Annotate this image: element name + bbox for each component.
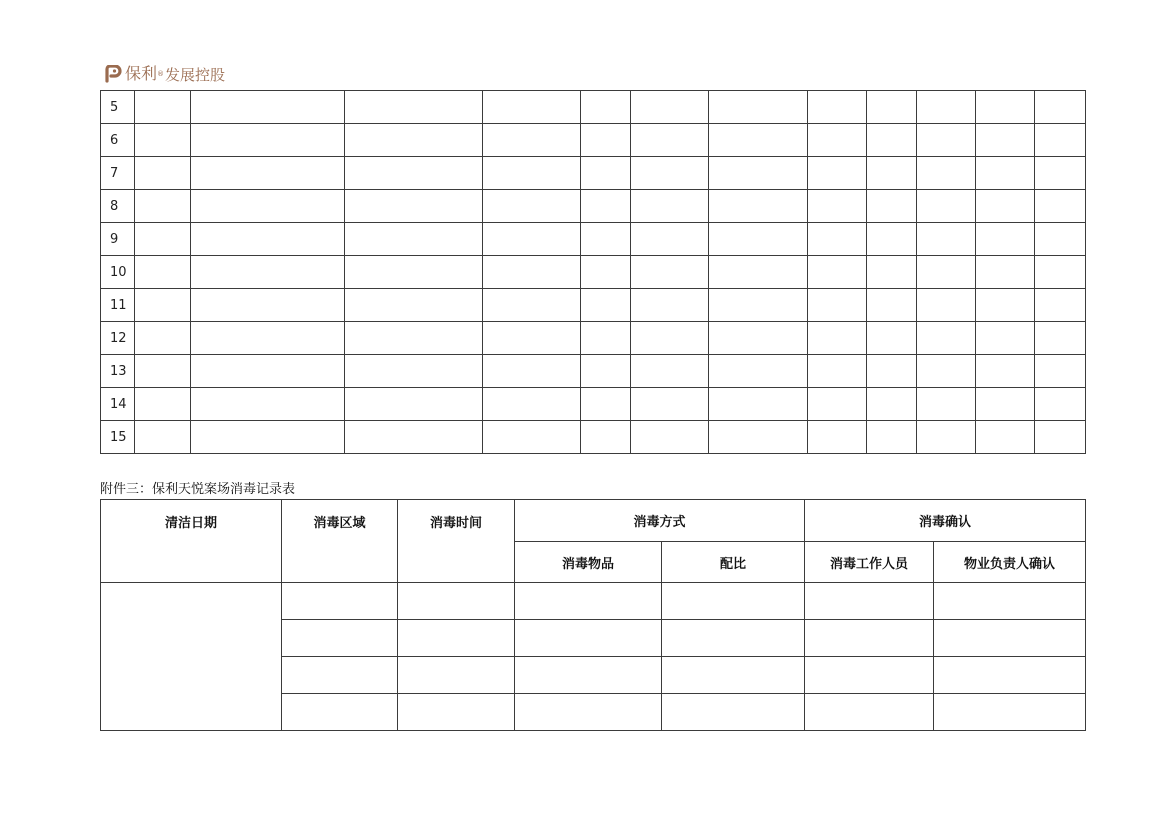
record-cell[interactable] — [709, 223, 808, 256]
manager-cell[interactable] — [934, 583, 1086, 620]
record-cell[interactable] — [135, 355, 191, 388]
record-cell[interactable] — [808, 124, 867, 157]
record-cell[interactable] — [135, 91, 191, 124]
items-cell[interactable] — [515, 583, 662, 620]
record-cell[interactable] — [709, 256, 808, 289]
row-number: 8 — [101, 190, 135, 223]
record-cell[interactable] — [917, 256, 976, 289]
record-cell[interactable] — [709, 421, 808, 454]
table-row — [101, 91, 1086, 124]
table-row — [101, 124, 1086, 157]
table-row — [101, 421, 1086, 454]
record-cell[interactable] — [581, 289, 631, 322]
record-cell[interactable] — [709, 190, 808, 223]
record-cell[interactable] — [867, 322, 917, 355]
record-cell[interactable] — [191, 355, 345, 388]
table-row — [101, 322, 1086, 355]
record-cell[interactable] — [709, 157, 808, 190]
record-cell[interactable] — [581, 421, 631, 454]
record-cell[interactable] — [709, 91, 808, 124]
record-cell[interactable] — [345, 388, 483, 421]
table-row — [101, 289, 1086, 322]
record-cell[interactable] — [581, 190, 631, 223]
record-cell[interactable] — [709, 355, 808, 388]
record-cell[interactable] — [976, 124, 1035, 157]
area-cell[interactable] — [282, 657, 398, 694]
disinfection-record-table — [100, 499, 1086, 731]
record-cell[interactable] — [483, 223, 581, 256]
record-cell[interactable] — [917, 355, 976, 388]
table-row — [101, 157, 1086, 190]
ratio-cell[interactable] — [662, 620, 805, 657]
row-number: 13 — [101, 355, 135, 388]
record-cell[interactable] — [631, 190, 709, 223]
record-cell[interactable] — [191, 421, 345, 454]
header-disinfection-method: 消毒方式 — [515, 500, 805, 542]
record-cell[interactable] — [581, 388, 631, 421]
table-row — [101, 190, 1086, 223]
record-cell[interactable] — [483, 421, 581, 454]
record-cell[interactable] — [581, 322, 631, 355]
header-disinfection-items: 消毒物品 — [515, 542, 662, 583]
record-cell[interactable] — [191, 289, 345, 322]
table-row — [101, 256, 1086, 289]
record-cell[interactable] — [135, 421, 191, 454]
staff-cell[interactable] — [805, 694, 934, 731]
record-cell[interactable] — [867, 388, 917, 421]
record-cell[interactable] — [135, 223, 191, 256]
staff-cell[interactable] — [805, 583, 934, 620]
record-cell[interactable] — [917, 223, 976, 256]
record-cell[interactable] — [483, 91, 581, 124]
record-cell[interactable] — [191, 124, 345, 157]
time-cell[interactable] — [398, 694, 515, 731]
record-cell[interactable] — [808, 388, 867, 421]
record-cell[interactable] — [976, 388, 1035, 421]
record-cell[interactable] — [483, 388, 581, 421]
record-cell[interactable] — [808, 355, 867, 388]
record-cell[interactable] — [345, 190, 483, 223]
record-cell[interactable] — [709, 322, 808, 355]
record-cell[interactable] — [808, 256, 867, 289]
record-cell[interactable] — [581, 157, 631, 190]
record-cell[interactable] — [867, 91, 917, 124]
record-cell[interactable] — [483, 355, 581, 388]
staff-cell[interactable] — [805, 620, 934, 657]
record-cell[interactable] — [191, 190, 345, 223]
record-cell[interactable] — [976, 256, 1035, 289]
record-cell[interactable] — [191, 223, 345, 256]
record-cell[interactable] — [483, 322, 581, 355]
record-cell[interactable] — [483, 289, 581, 322]
row-number: 14 — [101, 388, 135, 421]
row-number: 11 — [101, 289, 135, 322]
record-cell[interactable] — [976, 157, 1035, 190]
area-cell[interactable] — [282, 620, 398, 657]
record-cell[interactable] — [1035, 322, 1086, 355]
record-table-continued — [100, 90, 1086, 454]
table-row — [101, 583, 1086, 620]
record-cell[interactable] — [345, 124, 483, 157]
record-cell[interactable] — [345, 157, 483, 190]
record-cell[interactable] — [135, 190, 191, 223]
row-number: 7 — [101, 157, 135, 190]
record-cell[interactable] — [631, 256, 709, 289]
record-cell[interactable] — [976, 322, 1035, 355]
table-row — [101, 355, 1086, 388]
record-cell[interactable] — [917, 421, 976, 454]
record-cell[interactable] — [1035, 124, 1086, 157]
record-cell[interactable] — [581, 124, 631, 157]
record-cell[interactable] — [709, 289, 808, 322]
record-cell[interactable] — [135, 256, 191, 289]
record-cell[interactable] — [867, 124, 917, 157]
items-cell[interactable] — [515, 620, 662, 657]
record-cell[interactable] — [631, 223, 709, 256]
header-clean-date: 清洁日期 — [101, 500, 282, 583]
attachment-caption: 附件三：保利天悦案场消毒记录表 — [100, 482, 296, 497]
record-cell[interactable] — [917, 91, 976, 124]
ratio-cell[interactable] — [662, 694, 805, 731]
record-cell[interactable] — [1035, 91, 1086, 124]
header-disinfection-area: 消毒区域 — [282, 500, 398, 583]
record-table-body — [101, 91, 1086, 454]
record-cell[interactable] — [135, 388, 191, 421]
record-cell[interactable] — [345, 289, 483, 322]
record-cell[interactable] — [345, 322, 483, 355]
record-cell[interactable] — [135, 157, 191, 190]
record-cell[interactable] — [867, 421, 917, 454]
record-cell[interactable] — [808, 190, 867, 223]
record-cell[interactable] — [976, 355, 1035, 388]
row-number: 15 — [101, 421, 135, 454]
row-number: 9 — [101, 223, 135, 256]
logo-sub-text: 发展控股 — [165, 65, 226, 84]
record-cell[interactable] — [709, 388, 808, 421]
record-cell[interactable] — [808, 157, 867, 190]
company-logo — [104, 63, 225, 85]
record-cell[interactable] — [917, 322, 976, 355]
header-manager-confirm: 物业负责人确认 — [934, 542, 1086, 583]
row-number: 5 — [101, 91, 135, 124]
record-cell[interactable] — [1035, 157, 1086, 190]
row-number: 10 — [101, 256, 135, 289]
record-cell[interactable] — [581, 256, 631, 289]
record-cell[interactable] — [1035, 190, 1086, 223]
record-cell[interactable] — [191, 91, 345, 124]
time-cell[interactable] — [398, 583, 515, 620]
record-cell[interactable] — [867, 289, 917, 322]
record-cell[interactable] — [345, 223, 483, 256]
record-cell[interactable] — [976, 190, 1035, 223]
logo-registered-mark: ® — [157, 70, 165, 78]
record-cell[interactable] — [631, 388, 709, 421]
record-cell[interactable] — [709, 124, 808, 157]
record-cell[interactable] — [1035, 256, 1086, 289]
record-cell[interactable] — [1035, 223, 1086, 256]
manager-cell[interactable] — [934, 694, 1086, 731]
record-cell[interactable] — [191, 322, 345, 355]
record-cell[interactable] — [867, 190, 917, 223]
time-cell[interactable] — [398, 657, 515, 694]
items-cell[interactable] — [515, 694, 662, 731]
table-row — [101, 223, 1086, 256]
record-cell[interactable] — [808, 421, 867, 454]
record-cell[interactable] — [581, 223, 631, 256]
record-cell[interactable] — [976, 289, 1035, 322]
record-cell[interactable] — [483, 256, 581, 289]
header-disinfection-staff: 消毒工作人员 — [805, 542, 934, 583]
record-cell[interactable] — [135, 322, 191, 355]
logo-main-text: 保利 — [125, 64, 158, 83]
record-cell[interactable] — [808, 322, 867, 355]
record-cell[interactable] — [483, 124, 581, 157]
record-cell[interactable] — [976, 223, 1035, 256]
record-cell[interactable] — [631, 124, 709, 157]
manager-cell[interactable] — [934, 620, 1086, 657]
record-cell[interactable] — [631, 157, 709, 190]
record-cell[interactable] — [345, 421, 483, 454]
record-cell[interactable] — [135, 289, 191, 322]
record-cell[interactable] — [917, 388, 976, 421]
area-cell[interactable] — [282, 583, 398, 620]
ratio-cell[interactable] — [662, 657, 805, 694]
record-cell[interactable] — [867, 157, 917, 190]
record-cell[interactable] — [976, 421, 1035, 454]
record-cell[interactable] — [917, 289, 976, 322]
record-cell[interactable] — [345, 91, 483, 124]
record-cell[interactable] — [917, 157, 976, 190]
row-number: 12 — [101, 322, 135, 355]
record-cell[interactable] — [808, 91, 867, 124]
record-cell[interactable] — [631, 421, 709, 454]
record-cell[interactable] — [483, 157, 581, 190]
record-cell[interactable] — [1035, 355, 1086, 388]
row-number: 6 — [101, 124, 135, 157]
record-cell[interactable] — [631, 322, 709, 355]
staff-cell[interactable] — [805, 657, 934, 694]
time-cell[interactable] — [398, 620, 515, 657]
record-cell[interactable] — [345, 256, 483, 289]
clean-date-cell[interactable] — [101, 583, 282, 731]
record-cell[interactable] — [631, 355, 709, 388]
area-cell[interactable] — [282, 694, 398, 731]
record-cell[interactable] — [917, 124, 976, 157]
record-cell[interactable] — [191, 256, 345, 289]
record-cell[interactable] — [631, 91, 709, 124]
manager-cell[interactable] — [934, 657, 1086, 694]
record-cell[interactable] — [1035, 289, 1086, 322]
ratio-cell[interactable] — [662, 583, 805, 620]
record-cell[interactable] — [976, 91, 1035, 124]
items-cell[interactable] — [515, 657, 662, 694]
poly-logo-icon — [104, 65, 122, 83]
record-cell[interactable] — [631, 289, 709, 322]
record-cell[interactable] — [483, 190, 581, 223]
record-cell[interactable] — [1035, 421, 1086, 454]
header-disinfection-time: 消毒时间 — [398, 500, 515, 583]
header-disinfection-confirm: 消毒确认 — [805, 500, 1086, 542]
record-cell[interactable] — [135, 124, 191, 157]
table-row — [101, 388, 1086, 421]
record-cell[interactable] — [917, 190, 976, 223]
record-cell[interactable] — [867, 223, 917, 256]
record-cell[interactable] — [191, 157, 345, 190]
record-cell[interactable] — [867, 256, 917, 289]
record-cell[interactable] — [581, 91, 631, 124]
record-cell[interactable] — [1035, 388, 1086, 421]
record-cell[interactable] — [867, 355, 917, 388]
header-ratio: 配比 — [662, 542, 805, 583]
record-cell[interactable] — [345, 355, 483, 388]
record-cell[interactable] — [808, 289, 867, 322]
record-cell[interactable] — [581, 355, 631, 388]
record-cell[interactable] — [808, 223, 867, 256]
record-cell[interactable] — [191, 388, 345, 421]
